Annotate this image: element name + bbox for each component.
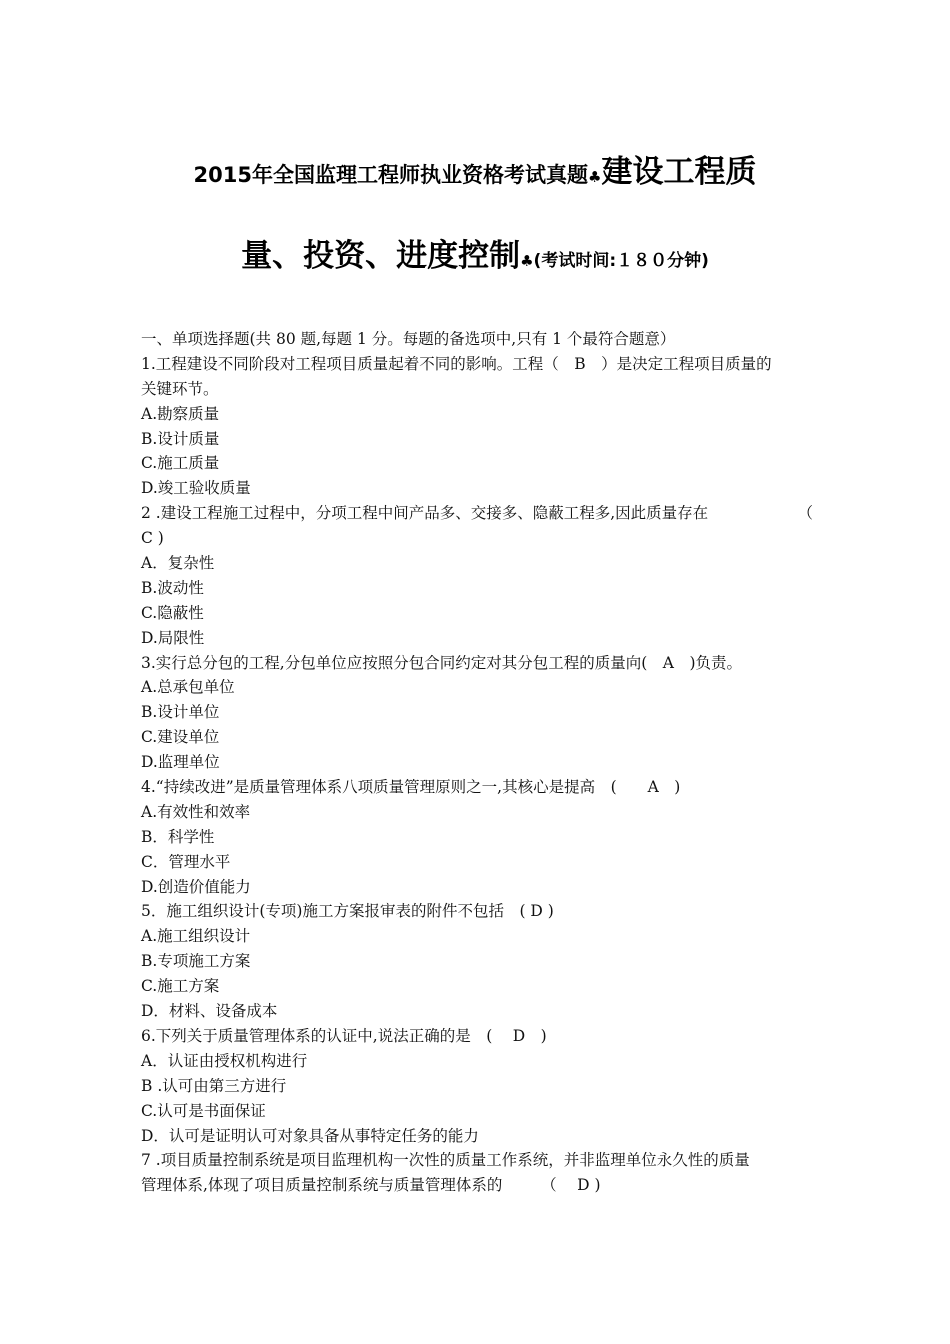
answer-option: C.隐蔽性 [141,603,204,622]
answer-option: A.总承包单位 [141,678,235,697]
question-text: C ) [141,529,164,548]
question-text: 7 .项目质量控制系统是项目监理机构一次性的质量工作系统，并非监理单位永久性的质量 [141,1151,750,1170]
answer-option: B．科学性 [141,827,215,846]
answer-option: C.施工质量 [141,454,220,473]
answer-option: A.有效性和效率 [141,802,251,821]
title-subject-part: 建设工程质 [601,154,757,190]
title-subject-continued: 量、投资、进度控制 [241,238,521,274]
question-text: 5．施工组织设计(专项)施工方案报审表的附件不包括 ( D ) [141,902,554,921]
question-text [141,501,813,526]
document-title-line-2 [0,234,950,283]
question-text-main: 2 .建设工程施工过程中，分项工程中间产品多、交接多、隐蔽工程多,因此质量存在 [141,504,709,523]
answer-option: A．复杂性 [141,554,215,573]
answer-option: D．材料、设备成本 [141,1002,278,1021]
clover-mark-icon: ♣ [520,252,534,270]
answer-option: C.建设单位 [141,728,220,747]
answer-option: A.施工组织设计 [141,927,251,946]
question-body [141,327,813,1198]
question-text: 3.实行总分包的工程,分包单位应按照分包合同约定对其分包工程的质量向( A )负责。 [141,653,743,672]
answer-option: A.勘察质量 [141,404,220,423]
exam-duration: (考试时间:１８０分钟) [533,251,709,271]
answer-option: A．认证由授权机构进行 [141,1051,308,1070]
answer-option: B.波动性 [141,578,204,597]
question-text: 关键环节。 [141,379,219,398]
answer-option: B.专项施工方案 [141,952,251,971]
answer-option: D．认可是证明认可对象具备从事特定任务的能力 [141,1126,479,1145]
answer-option: D.竣工验收质量 [141,479,251,498]
question-text: 4.“持续改进”是质量管理体系八项质量管理原则之一,其核心是提高 ( A ) [141,778,681,797]
answer-option: D.局限性 [141,628,205,647]
answer-option: B.设计质量 [141,429,220,448]
question-text: 6.下列关于质量管理体系的认证中,说法正确的是 ( D ) [141,1026,547,1045]
title-year-part: 2015年全国监理工程师执业资格考试真题 [193,163,588,187]
answer-option: D.监理单位 [141,753,220,772]
answer-option: D.创造价值能力 [141,877,251,896]
section-heading: 一、单项选择题(共 80 题,每题 1 分。每题的备选项中,只有 1 个最符合题意） [141,330,676,348]
answer-option: C．管理水平 [141,852,231,871]
question-text: 1.工程建设不同阶段对工程项目质量起着不同的影响。工程（ B ）是决定工程项目质量的 [141,354,772,373]
answer-option: B.设计单位 [141,703,220,722]
answer-option: C.施工方案 [141,977,220,996]
answer-option: C.认可是书面保证 [141,1101,266,1120]
answer-option: B .认可由第三方进行 [141,1076,287,1095]
document-title-line-1 [0,150,950,199]
clover-mark-icon: ♣ [588,168,602,186]
question-text: 管理体系,体现了项目质量控制系统与质量管理体系的 （ D ) [141,1176,601,1195]
question-paren-open: （ [797,504,813,523]
